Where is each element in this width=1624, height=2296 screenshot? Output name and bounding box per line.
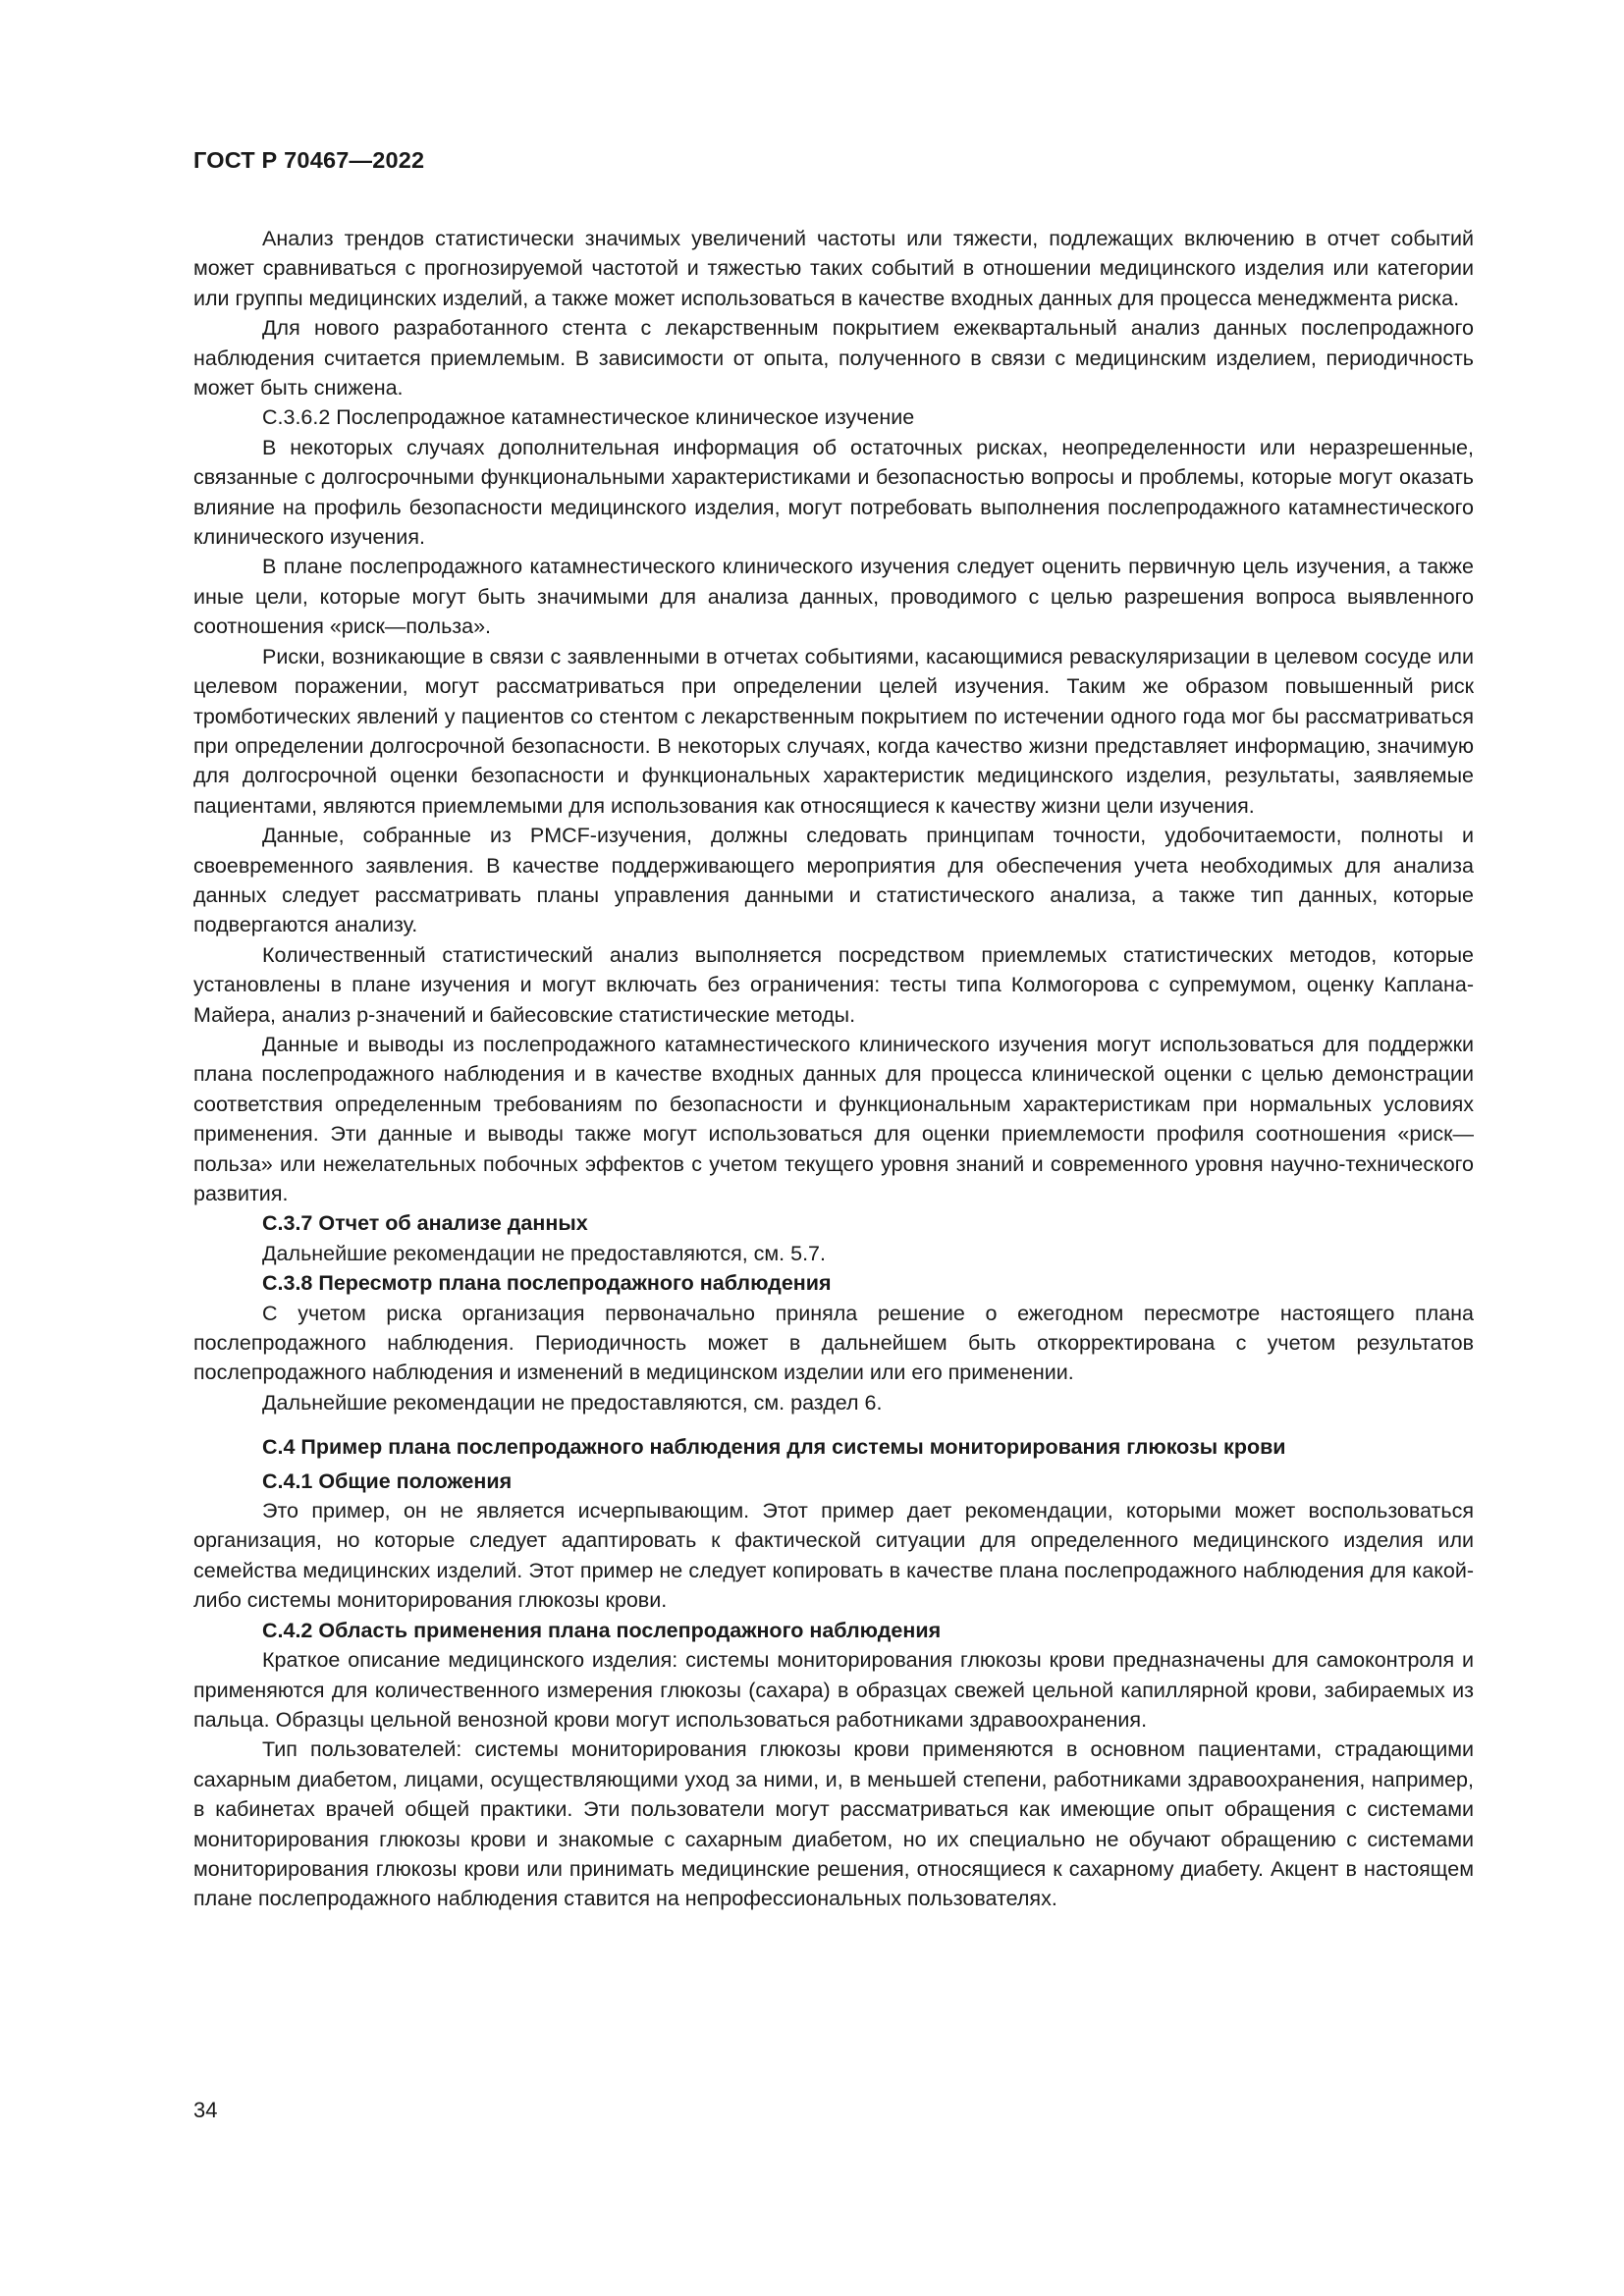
document-header: ГОСТ Р 70467—2022: [193, 147, 425, 173]
paragraph-annual-review: С учетом риска организация первоначально приняла решение о ежегодном пересмотре настоящего плана послепродажного наблюдения. Периодичность может в дальнейшем быть откорректирована с учетом результатов послепродажного наблюдения и изменений в медицинском изделии или его применении.: [193, 1301, 1474, 1385]
subsection-heading-c37: С.3.7 Отчет об анализе данных: [262, 1211, 588, 1236]
paragraph-user-type: Тип пользователей: системы мониторирования глюкозы крови применяются в основном пациентами, страдающими сахарным диабетом, лицами, осуществляющими уход за ними, и, в меньшей степени, работниками здравоохранения, например, в кабинетах врачей общей практики. Эти пользователи могут рассматриваться как имеющие опыт обращения с системами мониторирования глюкозы крови и знакомые с сахарным диабетом, но их специально не обучают обращению с системами мониторирования глюкозы крови или принимать медицинские решения, относящиеся к сахарному диабету. Акцент в настоящем плане послепродажного наблюдения ставится на непрофессиональных пользователях.: [193, 1737, 1474, 1911]
paragraph-statistical-analysis: Количественный статистический анализ выполняется посредством приемлемых статистических методов, которые установлены в плане изучения и могут включать без ограничения: тесты типа Колмогорова с супремумом, оценку Каплана-Майера, анализ p-значений и байесовские статистические методы.: [193, 942, 1474, 1027]
paragraph-device-description: Краткое описание медицинского изделия: системы мониторирования глюкозы крови предназначены для самоконтроля и применяются для количественного измерения глюкозы (сахара) в образцах свежей цельной капиллярной крови, забираемых из пальца. Образцы цельной венозной крови могут использоваться работниками здравоохранения.: [193, 1648, 1474, 1732]
subsection-heading-c41: С.4.1 Общие положения: [262, 1468, 513, 1493]
page-number: 34: [193, 2098, 218, 2122]
paragraph-quarterly-analysis: Для нового разработанного стента с лекарственным покрытием ежеквартальный анализ данных послепродажного наблюдения считается приемлемым. В зависимости от опыта, полученного в связи с медицинским изделием, периодичность может быть снижена.: [193, 316, 1474, 400]
paragraph-trend-analysis: Анализ трендов статистически значимых увеличений частоты или тяжести, подлежащих включению в отчет событий может сравниваться с прогнозируемой частотой и тяжестью таких событий в отношении медицинского изделия или категории или группы медицинских изделий, а также может использоваться в качестве входных данных для процесса менеджмента риска.: [193, 227, 1474, 310]
subsection-heading-c362: С.3.6.2 Послепродажное катамнестическое клиническое изучение: [262, 405, 915, 430]
paragraph-c37-note: Дальнейшие рекомендации не предоставляются, см. 5.7.: [262, 1241, 826, 1265]
section-heading-c4: С.4 Пример плана послепродажного наблюдения для системы мониторирования глюкозы крови: [262, 1435, 1286, 1460]
paragraph-c38-note: Дальнейшие рекомендации не предоставляются, см. раздел 6.: [262, 1390, 883, 1415]
paragraph-study-plan: В плане послепродажного катамнестического клинического изучения следует оценить первичную цель изучения, а также иные цели, которые могут быть значимыми для анализа данных, проводимого с целью разрешения вопроса выявленного соотношения «риск—польза».: [193, 555, 1474, 639]
paragraph-pmcf-data: Данные, собранные из PMCF-изучения, должны следовать принципам точности, удобочитаемости, полноты и своевременного заявления. В качестве поддерживающего мероприятия для обеспечения учета необходимых для анализа данных следует рассматривать планы управления данными и статистического анализа, а также тип данных, которые подвергаются анализу.: [193, 824, 1474, 937]
subsection-heading-c42: С.4.2 Область применения плана послепродажного наблюдения: [262, 1618, 942, 1642]
subsection-heading-c38: С.3.8 Пересмотр плана послепродажного наблюдения: [262, 1271, 832, 1296]
paragraph-data-conclusions: Данные и выводы из послепродажного катамнестического клинического изучения могут использоваться для поддержки плана послепродажного наблюдения и в качестве входных данных для процесса клинической оценки с целью демонстрации соответствия определенным требованиям по безопасности и функциональным характеристикам при нормальных условиях применения. Эти данные и выводы также могут использоваться для оценки приемлемости профиля соотношения «риск—польза» или нежелательных побочных эффектов с учетом текущего уровня знаний и современного уровня научно-технического развития.: [193, 1032, 1474, 1205]
paragraph-residual-risks: В некоторых случаях дополнительная информация об остаточных рисках, неопределенности или неразрешенные, связанные с долгосрочными функциональными характеристиками и безопасностью вопросы и проблемы, которые могут оказать влияние на профиль безопасности медицинского изделия, могут потребовать выполнения послепродажного катамнестического клинического изучения.: [193, 435, 1474, 550]
paragraph-example-note: Это пример, он не является исчерпывающим. Этот пример дает рекомендации, которыми может воспользоваться организация, но которые следует адаптировать к фактической ситуации для определенного медицинского изделия или семейства медицинских изделий. Этот пример не следует копировать в качестве плана послепродажного наблюдения для какой-либо системы мониторирования глюкозы крови.: [193, 1499, 1474, 1613]
paragraph-risks-revascularization: Риски, возникающие в связи с заявленными в отчетах событиями, касающимися реваскуляризации в целевом сосуде или целевом поражении, могут рассматриваться при определении целей изучения. Таким же образом повышенный риск тромботических явлений у пациентов со стентом с лекарственным покрытием по истечении одного года мог бы рассматриваться при определении долгосрочной безопасности. В некоторых случаях, когда качество жизни представляет информацию, значимую для долгосрочной оценки безопасности и функциональных характеристик медицинского изделия, результаты, заявляемые пациентами, являются приемлемыми для использования как относящиеся к качеству жизни цели изучения.: [193, 644, 1474, 818]
body-text: [193, 224, 1474, 1914]
